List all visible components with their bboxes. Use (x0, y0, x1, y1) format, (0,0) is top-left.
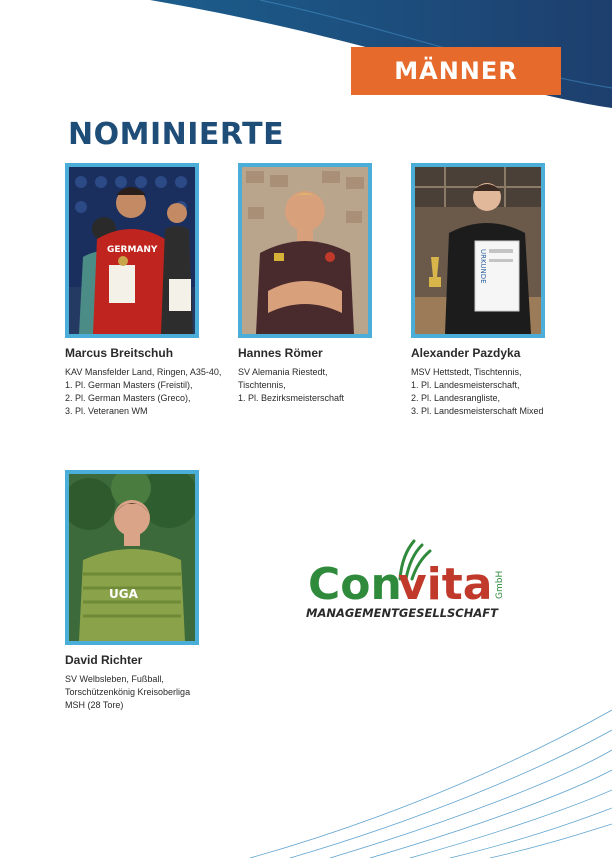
certificate-text: URKUNDE (479, 249, 487, 284)
sponsor-logo (272, 523, 527, 647)
nominee-desc-line: 1. Pl. German Masters (Freistil), (65, 380, 193, 390)
nominee-description (238, 366, 398, 405)
nominee-desc-line: KAV Mansfelder Land, Ringen, A35-40, (65, 367, 222, 377)
nominee-name: Hannes Römer (238, 346, 323, 360)
nominee-name: David Richter (65, 653, 143, 667)
brand-left: Con (308, 559, 402, 610)
brand-right: vita (398, 559, 493, 610)
nominee-desc-line: 1. Pl. Bezirksmeisterschaft (238, 393, 345, 403)
convita-logo (272, 523, 527, 647)
nominee-name: Alexander Pazdyka (411, 346, 521, 360)
nominee-desc-line: 2. Pl. German Masters (Greco), (65, 393, 191, 403)
nominee-photo (411, 163, 545, 338)
nominee-card (65, 470, 225, 712)
nominee-desc-line: 1. Pl. Landesmeisterschaft, (411, 380, 520, 390)
certificate-photo-illustration (415, 167, 541, 334)
wrestler-photo-illustration (69, 167, 195, 334)
nominee-photo (65, 470, 199, 645)
nominee-description (411, 366, 571, 418)
nominee-description (65, 366, 225, 418)
page-title: NOMINIERTE (68, 117, 285, 152)
nominee-card (65, 163, 225, 418)
football-photo-illustration (69, 474, 195, 641)
jersey-text: GERMANY (107, 245, 158, 255)
nominee-name: Marcus Breitschuh (65, 346, 174, 360)
nominee-desc-line: SV Alemania Riestedt, (238, 367, 328, 377)
jersey-text: UGA (109, 587, 138, 601)
nominee-desc-line: Torschützenkönig Kreisoberliga (65, 687, 191, 697)
nominee-desc-line: SV Welbsleben, Fußball, (65, 674, 164, 684)
nominee-card (411, 163, 571, 418)
brand-tagline: MANAGEMENTGESELLSCHAFT (306, 606, 498, 620)
bottom-line-decoration (0, 700, 612, 858)
section-badge: MÄNNER (351, 47, 561, 95)
nominee-desc-line: MSH (28 Tore) (65, 700, 124, 710)
nominee-desc-line: 2. Pl. Landesrangliste, (411, 393, 501, 403)
nominee-desc-line: Tischtennis, (238, 380, 286, 390)
nominee-card (238, 163, 398, 405)
nominee-photo (65, 163, 199, 338)
nominee-desc-line: 3. Pl. Veteranen WM (65, 406, 148, 416)
nominee-desc-line: MSV Hettstedt, Tischtennis, (411, 367, 522, 377)
tabletennis-photo-illustration (242, 167, 368, 334)
nominee-photo (238, 163, 372, 338)
nominee-desc-line: 3. Pl. Landesmeisterschaft Mixed (411, 406, 544, 416)
brand-suffix: GmbH (495, 570, 505, 599)
